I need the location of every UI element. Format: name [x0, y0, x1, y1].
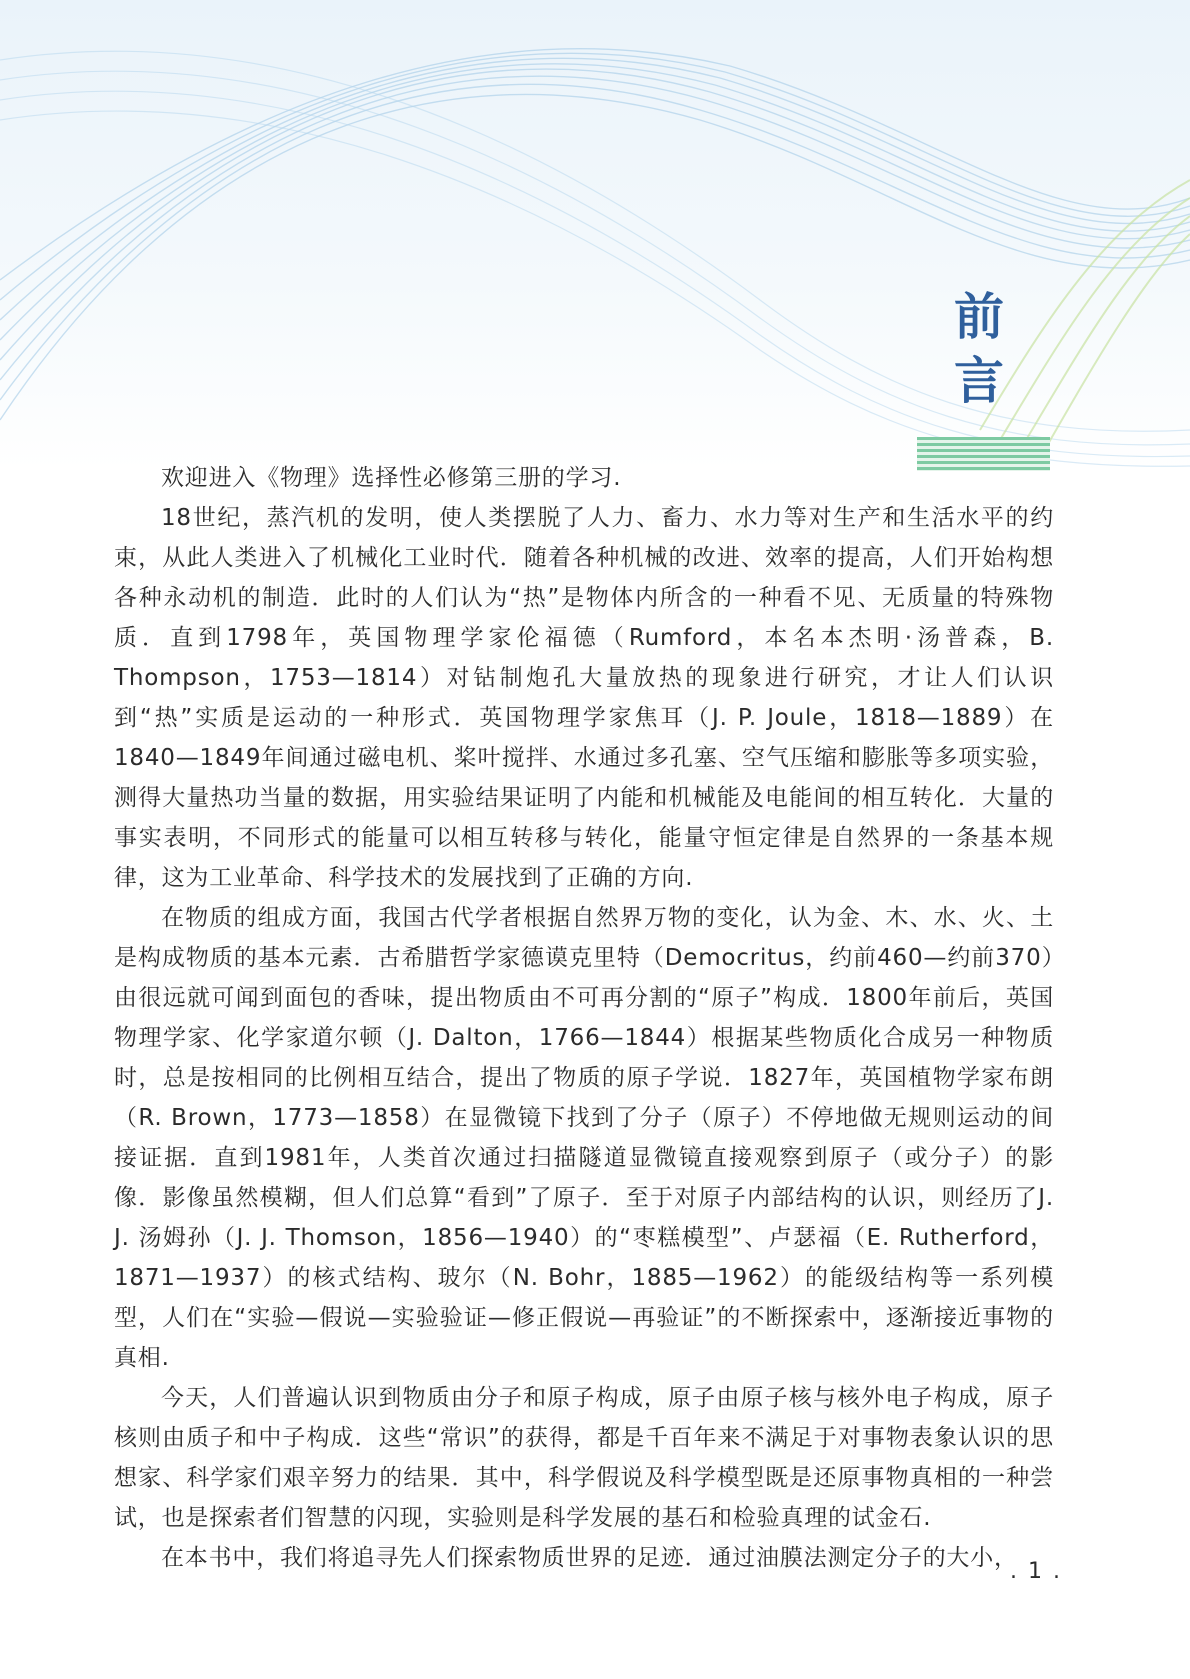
preface-body [114, 458, 1054, 1578]
paragraph-heat-history: 18世纪，蒸汽机的发明，使人类摆脱了人力、畜力、水力等对生产和生活水平的约束，从此人类进入了机械化工业时代．随着各种机械的改进、效率的提高，人们开始构想各种永动机的制造．此时的人们认为“热”是物体内所含的一种看不见、无质量的特殊物质．直到1798年，英国物理学家伦福德（Rumford，本名本杰明·汤普森，B. Thompson，1753—1814）对钻制炮孔大量放热的现象进行研究，才让人们认识到“热”实质是运动的一种形式．英国物理学家焦耳（J. P. Joule，1818—1889）在1840—1849年间通过磁电机、桨叶搅拌、水通过多孔塞、空气压缩和膨胀等多项实验，测得大量热功当量的数据，用实验结果证明了内能和机械能及电能间的相互转化．大量的事实表明，不同形式的能量可以相互转移与转化，能量守恒定律是自然界的一条基本规律，这为工业革命、科学技术的发展找到了正确的方向. [114, 505, 1054, 891]
page-number: . 1 . [1010, 1559, 1062, 1584]
paragraph-welcome: 欢迎进入《物理》选择性必修第三册的学习. [161, 465, 622, 491]
title-block [910, 285, 1050, 471]
paragraph-modern-view: 今天，人们普遍认识到物质由分子和原子构成，原子由原子核与核外电子构成，原子核则由质子和中子构成．这些“常识”的获得，都是千百年来不满足于对事物表象认识的思想家、科学家们艰辛努力的结果．其中，科学假说及科学模型既是还原事物真相的一种尝试，也是探索者们智慧的闪现，实验则是科学发展的基石和检验真理的试金石. [114, 1385, 1054, 1531]
paragraph-book-intro: 在本书中，我们将追寻先人们探索物质世界的足迹．通过油膜法测定分子的大小， [161, 1545, 1018, 1571]
page-title: 前 言 [954, 288, 1016, 410]
paragraph-atomic-theory: 在物质的组成方面，我国古代学者根据自然界万物的变化，认为金、木、水、火、土是构成物质的基本元素．古希腊哲学家德谟克里特（Democritus，约前460—约前370）由很远就可闻到面包的香味，提出物质由不可再分割的“原子”构成．1800年前后，英国物理学家、化学家道尔顿（J. Dalton，1766—1844）根据某些物质化合成另一种物质时，总是按相同的比例相互结合，提出了物质的原子学说．1827年，英国植物学家布朗（R. Brown，1773—1858）在显微镜下找到了分子（原子）不停地做无规则运动的间接证据．直到1981年，人类首次通过扫描隧道显微镜直接观察到原子（或分子）的影像．影像虽然模糊，但人们总算“看到”了原子．至于对原子内部结构的认识，则经历了J. J. 汤姆孙（J. J. Thomson，1856—1940）的“枣糕模型”、卢瑟福（E. Rutherford，1871—1937）的核式结构、玻尔（N. Bohr，1885—1962）的能级结构等一系列模型，人们在“实验—假说—实验验证—修正假说—再验证”的不断探索中，逐渐接近事物的真相. [114, 905, 1054, 1371]
